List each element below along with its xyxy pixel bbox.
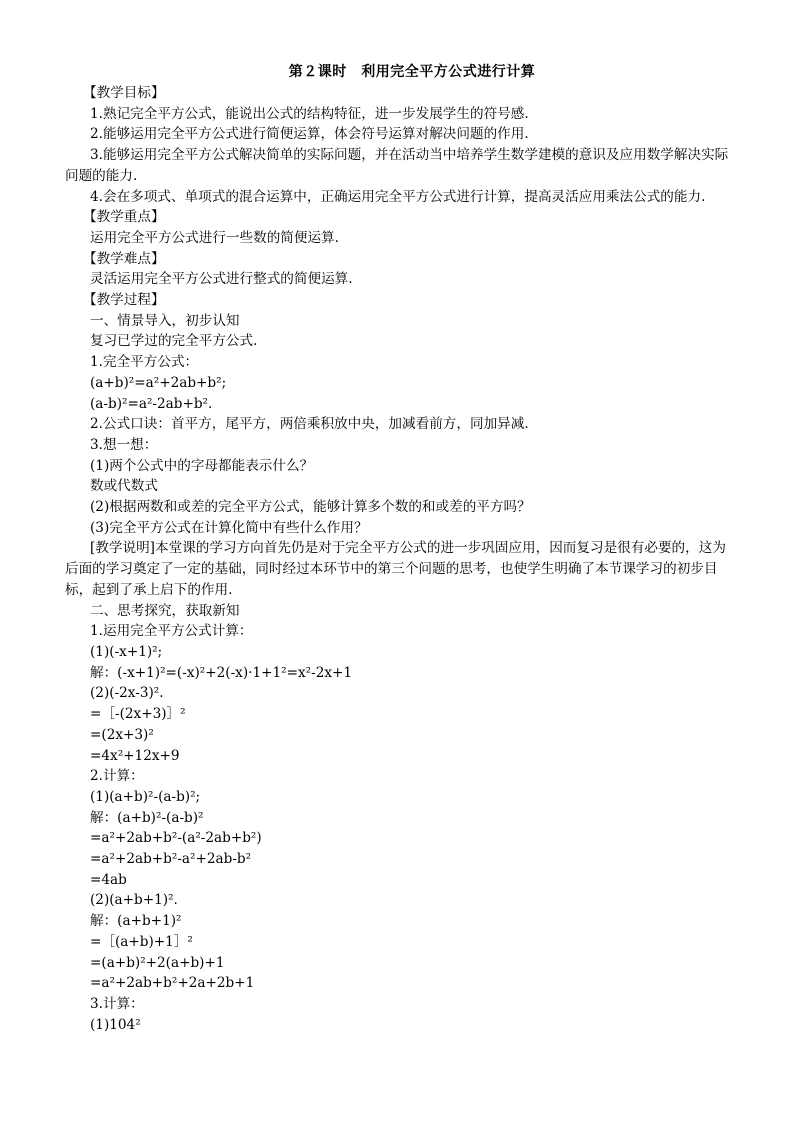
text-line: =(a+b)²+2(a+b)+1 bbox=[90, 954, 225, 971]
text-line: 2.计算： bbox=[90, 768, 144, 785]
text-line: (2)(-2x-3)². bbox=[90, 685, 164, 702]
text-line: 解：(a+b)²-(a-b)² bbox=[90, 809, 204, 826]
text-line: =(2x+3)² bbox=[90, 726, 154, 743]
text-line: (2)(a+b+1)². bbox=[90, 892, 178, 909]
text-line: =［(a+b)+1］² bbox=[90, 933, 193, 950]
text-line: =［-(2x+3)］² bbox=[90, 706, 186, 723]
text-line: (1)(-x+1)²; bbox=[90, 643, 163, 660]
text-line: 2.公式口诀：首平方，尾平方，两倍乘积放中央，加减看前方，同加异减. bbox=[90, 416, 529, 433]
paragraph: 3.能够运用完全平方公式解决简单的实际问题，并在活动当中培养学生数学建模的意识及应用数学解决实际问题的能力. bbox=[65, 147, 729, 184]
text-line: 1.完全平方公式： bbox=[90, 354, 199, 371]
text-line: 解：(a+b+1)² bbox=[90, 913, 182, 930]
text-line: =4ab bbox=[90, 871, 127, 888]
text-line: (a+b)²=a²+2ab+b²; bbox=[90, 374, 227, 391]
text-line: 1.熟记完全平方公式，能说出公式的结构特征，进一步发展学生的符号感. bbox=[90, 105, 529, 122]
text-line: 二、思考探究，获取新知 bbox=[90, 602, 240, 619]
text-line: 解：(-x+1)²=(-x)²+2(-x)·1+1²=x²-2x+1 bbox=[90, 664, 353, 681]
document-page bbox=[65, 62, 734, 1035]
text-line: 灵活运用完全平方公式进行整式的简便运算. bbox=[90, 271, 353, 288]
text-line: 3.计算： bbox=[90, 995, 144, 1012]
text-line: (1)104² bbox=[90, 1016, 141, 1033]
text-line: (2)根据两数和或差的完全平方公式，能够计算多个数的和或差的平方吗？ bbox=[90, 499, 531, 516]
paragraph: 4.会在多项式、单项式的混合运算中，正确运用完全平方公式进行计算，提高灵活应用乘法公式的能力. bbox=[90, 188, 706, 205]
text-line: (3)完全平方公式在计算化简中有些什么作用？ bbox=[90, 519, 368, 536]
document-body bbox=[65, 83, 734, 1035]
section-heading: 【教学目标】 bbox=[83, 85, 165, 101]
text-line: =4x²+12x+9 bbox=[90, 747, 180, 764]
text-line: =a²+2ab+b²-a²+2ab-b² bbox=[90, 851, 252, 868]
text-line: 一、情景导入，初步认知 bbox=[90, 312, 240, 329]
text-line: =a²+2ab+b²-(a²-2ab+b²) bbox=[90, 830, 262, 847]
text-line: 1.运用完全平方公式计算： bbox=[90, 623, 253, 640]
text-line: 运用完全平方公式进行一些数的简便运算. bbox=[90, 229, 340, 246]
text-line: (a-b)²=a²-2ab+b². bbox=[90, 395, 213, 412]
text-line: 复习已学过的完全平方公式. bbox=[90, 333, 258, 350]
text-line: (1)两个公式中的字母都能表示什么？ bbox=[90, 457, 314, 474]
section-heading: 【教学过程】 bbox=[83, 292, 165, 309]
text-line: (1)(a+b)²-(a-b)²; bbox=[90, 788, 201, 805]
text-line: =a²+2ab+b²+2a+2b+1 bbox=[90, 975, 255, 992]
paragraph: [教学说明]本堂课的学习方向首先仍是对于完全平方公式的进一步巩固应用，因而复习是很有必要的，这为后面的学习奠定了一定的基础，同时经过本环节中的第三个问题的思考，也使学生明确了本节课学习的初步目标，起到了承上启下的作用. bbox=[65, 540, 726, 598]
text-line: 2.能够运用完全平方公式进行简便运算，体会符号运算对解决问题的作用. bbox=[90, 126, 529, 143]
section-heading: 【教学难点】 bbox=[83, 250, 165, 267]
text-line: 数或代数式 bbox=[90, 478, 158, 495]
text-line: 3.想一想： bbox=[90, 436, 158, 453]
document-title: 第２课时 利用完全平方公式进行计算 bbox=[288, 64, 536, 80]
section-heading: 【教学重点】 bbox=[83, 209, 165, 226]
